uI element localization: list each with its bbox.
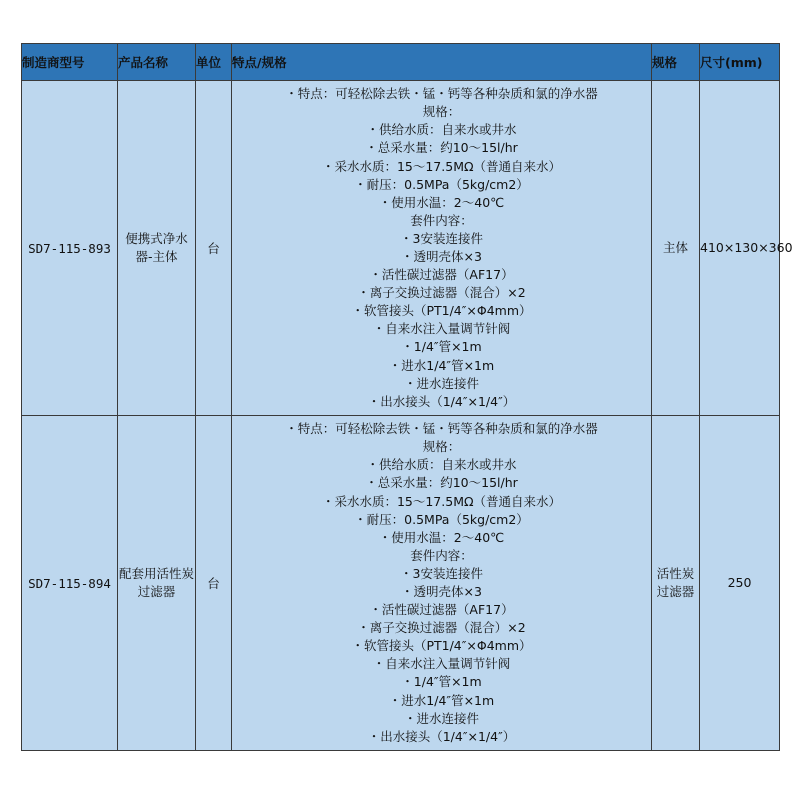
feature-line: 规格： [422,439,461,455]
feature-line: ・1/4″管×1m [401,339,482,355]
cell-unit: 台 [196,81,232,416]
header-features: 特点/规格 [232,44,652,81]
feature-line: ・总采水量：约10～15l/hr [365,475,518,491]
feature-line: ・软管接头（PT1/4″×Φ4mm） [351,303,532,319]
header-unit: 单位 [196,44,232,81]
feature-line: ・透明壳体×3 [401,249,482,264]
cell-spec: 主体 [652,81,700,416]
feature-line: ・进水1/4″管×1m [388,692,495,708]
feature-line: ・出水接头（1/4″×1/4″） [367,728,516,744]
feature-line: ・活性碳过滤器（AF17） [369,602,514,618]
feature-line: 规格： [422,104,461,120]
feature-line: ・软管接头（PT1/4″×Φ4mm） [351,638,532,654]
feature-line: ・3安装连接件 [400,230,483,246]
feature-line: ・采水水质：15～17.5MΩ（普通自来水） [321,158,562,174]
cell-size: 410×130×360 [700,81,780,416]
table-row [22,81,780,416]
header-size: 尺寸(mm) [700,44,780,81]
feature-line: ・进水连接件 [403,710,479,726]
cell-product-name: 配套用活性炭过滤器 [118,416,196,751]
cell-features [232,81,652,416]
feature-line: 套件内容： [410,547,473,563]
product-spec-table [21,43,793,751]
feature-line: ・总采水量：约10～15l/hr [365,140,518,156]
feature-line: ・离子交换过滤器（混合）×2 [357,620,526,636]
feature-line: ・耐压：0.5MPa（5kg/cm2） [354,176,529,192]
feature-line: ・进水连接件 [403,375,479,391]
feature-line: ・自来水注入量调节针阀 [372,321,511,337]
feature-line: ・1/4″管×1m [401,674,482,690]
feature-line: ・离子交换过滤器（混合）×2 [357,285,526,301]
feature-line: ・供给水质：自来水或井水 [366,457,517,473]
feature-line: ・使用水温：2～40℃ [378,529,505,545]
feature-line: ・耐压：0.5MPa（5kg/cm2） [354,511,529,527]
header-spec: 规格 [652,44,700,81]
cell-maker-code: SD7-115-893 [22,81,118,416]
feature-line: ・透明壳体×3 [401,584,482,599]
feature-line: 套件内容： [410,212,473,228]
feature-line: ・活性碳过滤器（AF17） [369,267,514,283]
feature-line: ・采水水质：15～17.5MΩ（普通自来水） [321,493,562,509]
header-product-name: 产品名称 [118,44,196,81]
cell-size: 250 [700,416,780,751]
cell-product-name: 便携式净水器-主体 [118,81,196,416]
feature-line: ・特点：可轻松除去铁・锰・钙等各种杂质和氯的净水器 [285,86,598,102]
cell-spec: 活性炭过滤器 [652,416,700,751]
feature-line: ・3安装连接件 [400,565,483,581]
cell-features [232,416,652,751]
header-maker-code: 制造商型号 [22,44,118,81]
feature-line: ・使用水温：2～40℃ [378,194,505,210]
table-header-row [22,44,780,81]
feature-line: ・特点：可轻松除去铁・锰・钙等各种杂质和氯的净水器 [285,421,598,437]
cell-maker-code: SD7-115-894 [22,416,118,751]
feature-line: ・自来水注入量调节针阀 [372,656,511,672]
table-row [22,416,780,751]
cell-unit: 台 [196,416,232,751]
feature-line: ・供给水质：自来水或井水 [366,122,517,138]
feature-line: ・出水接头（1/4″×1/4″） [367,393,516,409]
feature-line: ・进水1/4″管×1m [388,357,495,373]
